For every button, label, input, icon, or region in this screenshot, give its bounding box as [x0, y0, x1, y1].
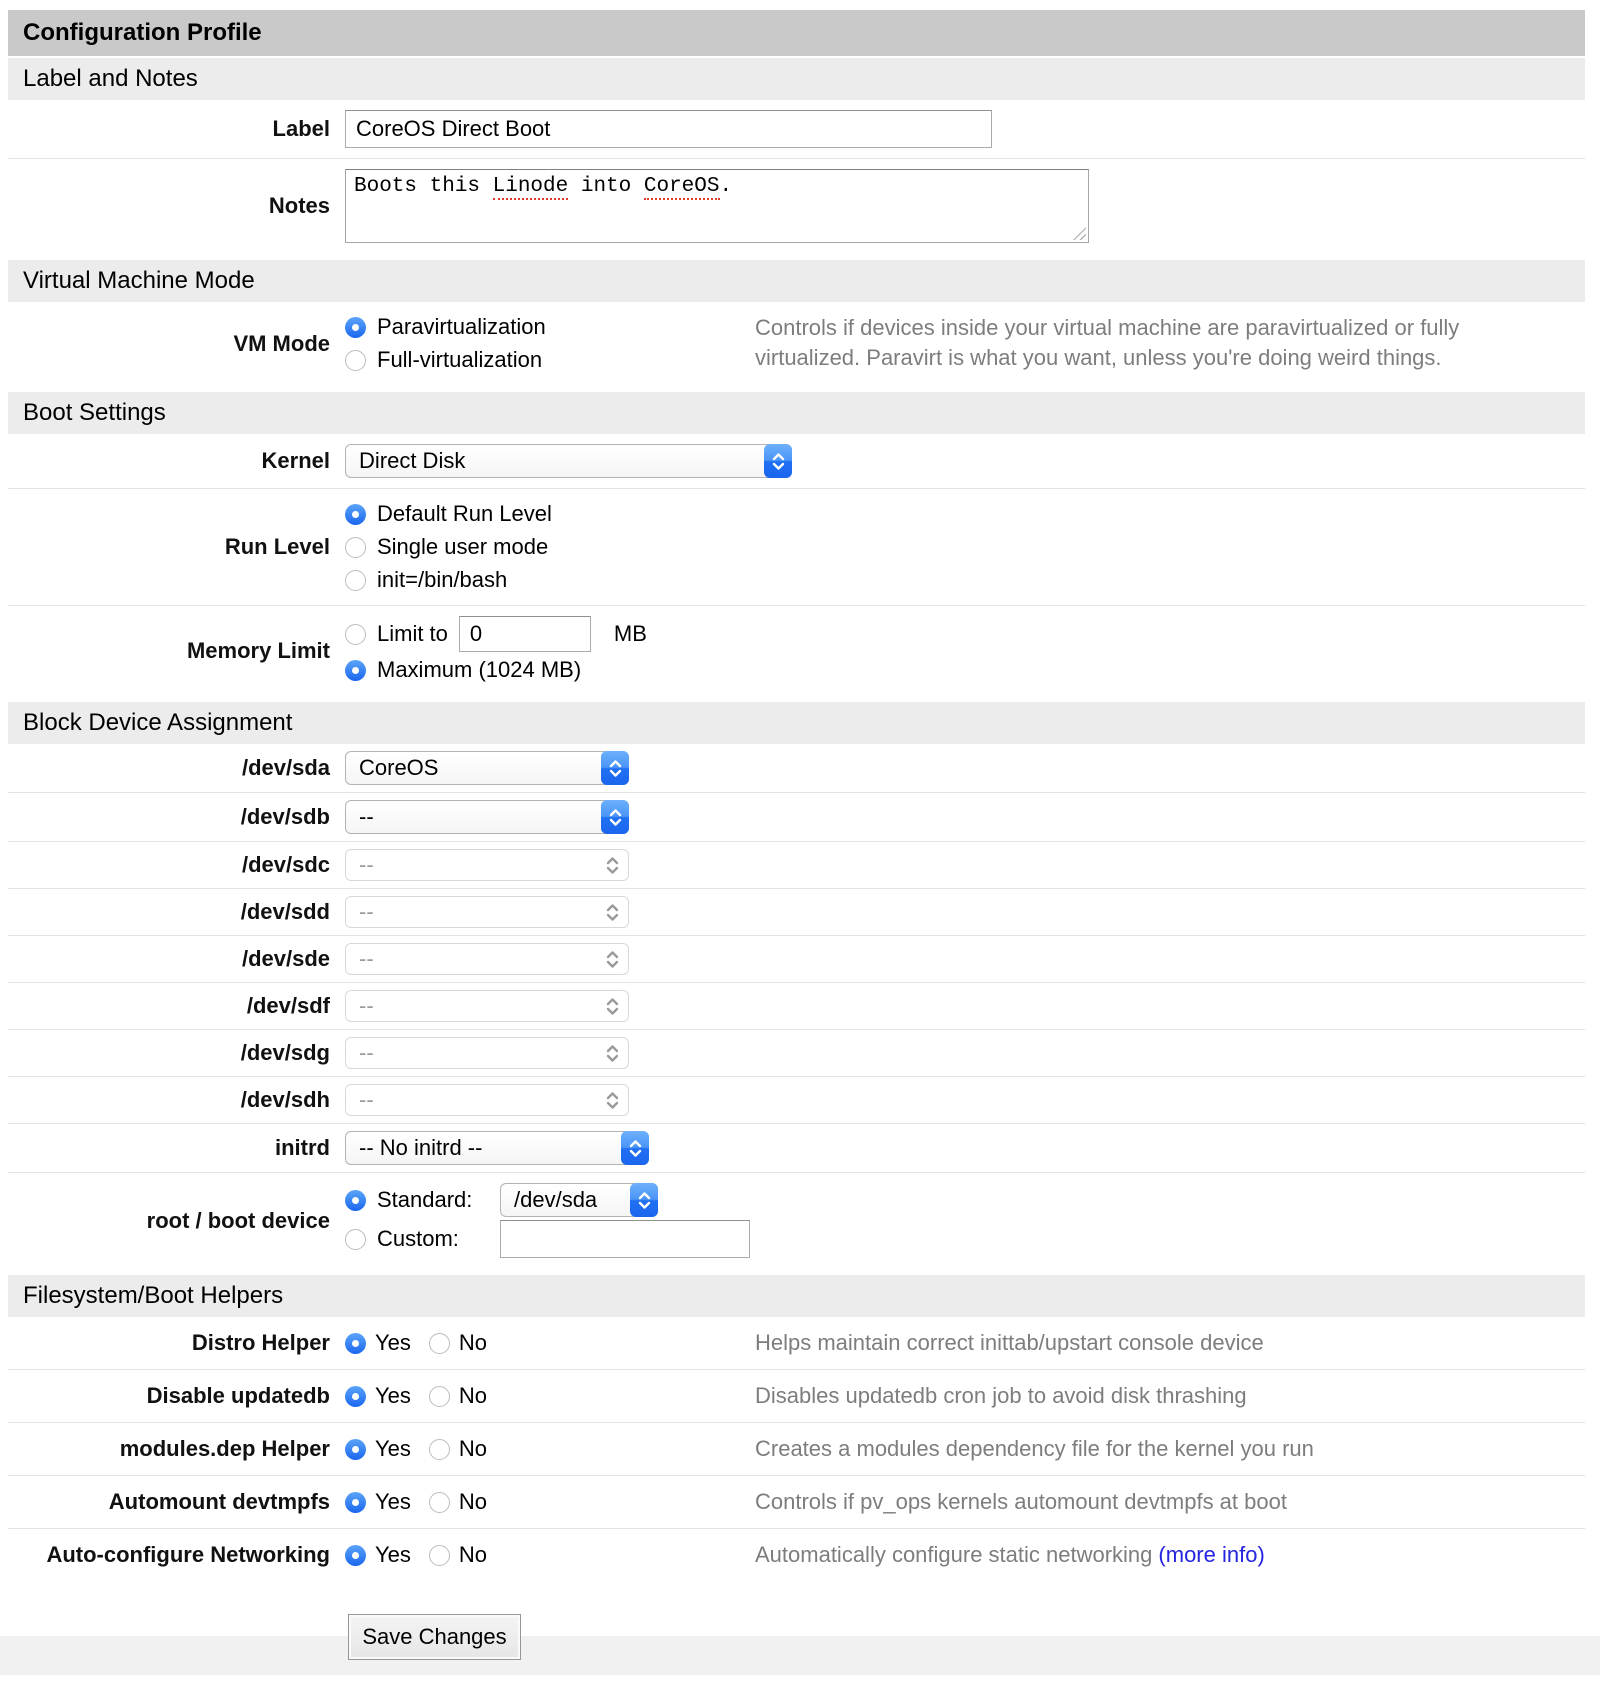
paravirtualization-option[interactable]: [345, 312, 546, 342]
dev-sdf-label: /dev/sdf: [246, 993, 330, 1018]
root-custom-radio[interactable]: [345, 1229, 366, 1250]
vm-mode-row: [8, 302, 1585, 385]
dev-sdf-select-value: --: [359, 993, 374, 1018]
dev-sdc-select: [345, 849, 629, 881]
section-header-block-devices: Block Device Assignment: [8, 702, 1585, 744]
dev-sda-select[interactable]: [345, 751, 629, 785]
block-device-row-sdh: [8, 1076, 1585, 1123]
label-row: [8, 100, 1585, 158]
select-arrows-icon: [621, 1131, 649, 1165]
kernel-select-value: Direct Disk: [359, 448, 466, 473]
runlevel-single-user-radio[interactable]: [345, 537, 366, 558]
root-device-select-value: /dev/sda: [514, 1187, 598, 1212]
root-standard-option: [345, 1183, 658, 1217]
dev-sdg-select: [345, 1037, 629, 1069]
page-title: Configuration Profile: [8, 10, 1585, 56]
root-standard-label: Standard:: [377, 1187, 473, 1212]
dev-sde-label: /dev/sde: [241, 946, 330, 971]
notes-row: [8, 158, 1585, 253]
run-level-label: Run Level: [224, 534, 330, 559]
root-boot-device-row: [8, 1172, 1585, 1268]
dev-sde-select-value: --: [359, 946, 374, 971]
select-arrows-icon: [598, 1037, 626, 1069]
run-level-row: [8, 488, 1585, 605]
memory-limit-input[interactable]: [459, 616, 591, 652]
modules-dep-no-radio[interactable]: [429, 1439, 450, 1460]
kernel-label: Kernel: [261, 448, 330, 473]
distro-helper-no-radio[interactable]: [429, 1333, 450, 1354]
dev-sda-label: /dev/sda: [241, 755, 330, 780]
full-virtualization-radio[interactable]: [345, 350, 366, 371]
runlevel-single-user-label: Single user mode: [377, 534, 549, 559]
dev-sdc-label: /dev/sdc: [241, 852, 330, 877]
no-label: No: [458, 1330, 488, 1355]
root-device-select[interactable]: [500, 1183, 658, 1217]
runlevel-single-user-option[interactable]: [345, 532, 548, 562]
root-custom-option: [345, 1220, 750, 1258]
section-helpers: [8, 1317, 1585, 1581]
disable-updatedb-label: Disable updatedb: [146, 1383, 330, 1408]
distro-helper-row: [8, 1317, 1585, 1369]
block-device-row-sdc: [8, 841, 1585, 888]
modules-dep-yes-radio[interactable]: [345, 1439, 366, 1460]
block-device-row-sdf: [8, 982, 1585, 1029]
label-field-label: Label: [272, 116, 330, 141]
root-custom-label: Custom:: [377, 1226, 459, 1251]
root-custom-input[interactable]: [500, 1220, 750, 1258]
block-device-row-sdb: [8, 792, 1585, 841]
select-arrows-icon: [601, 751, 629, 785]
dev-sdd-select: [345, 896, 629, 928]
paravirtualization-option-label: Paravirtualization: [377, 314, 546, 339]
dev-sdd-label: /dev/sdd: [240, 899, 330, 924]
label-input[interactable]: [345, 110, 992, 148]
memory-limit-to-option: [345, 616, 647, 652]
section-header-label-and-notes: Label and Notes: [8, 58, 1585, 100]
automount-devtmpfs-row: [8, 1475, 1585, 1528]
select-arrows-icon: [598, 849, 626, 881]
initrd-label: initrd: [275, 1135, 330, 1160]
footer-strip: [0, 1636, 1600, 1675]
modules-dep-helper-label: modules.dep Helper: [119, 1436, 330, 1461]
memory-limit-to-label: Limit to: [377, 621, 448, 646]
select-arrows-icon: [598, 896, 626, 928]
runlevel-init-bash-radio[interactable]: [345, 570, 366, 591]
dev-sdb-label: /dev/sdb: [240, 804, 330, 829]
distro-helper-yes-radio[interactable]: [345, 1333, 366, 1354]
autoconfigure-networking-row: [8, 1528, 1585, 1581]
disable-updatedb-no-radio[interactable]: [429, 1386, 450, 1407]
section-header-boot-settings: Boot Settings: [8, 392, 1585, 434]
full-virtualization-option-label: Full-virtualization: [377, 347, 543, 372]
paravirtualization-radio[interactable]: [345, 317, 366, 338]
memory-limit-to-radio[interactable]: [345, 624, 366, 645]
yes-label: Yes: [375, 1436, 411, 1461]
memory-unit-label: MB: [613, 621, 647, 646]
runlevel-default-option[interactable]: [345, 499, 552, 529]
section-boot-settings: [8, 434, 1585, 695]
dev-sda-select-value: CoreOS: [359, 755, 439, 780]
distro-helper-help-text: Helps maintain correct inittab/upstart console device: [755, 1330, 1264, 1355]
runlevel-init-bash-label: init=/bin/bash: [377, 567, 508, 592]
section-label-and-notes: [8, 100, 1585, 253]
yes-label: Yes: [375, 1489, 411, 1514]
dev-sdg-label: /dev/sdg: [240, 1040, 330, 1065]
root-boot-device-label: root / boot device: [146, 1207, 330, 1233]
block-device-row-sde: [8, 935, 1585, 982]
runlevel-init-bash-option[interactable]: [345, 565, 507, 595]
kernel-select[interactable]: [345, 444, 792, 478]
dev-sdh-select: [345, 1084, 629, 1116]
autoconfigure-networking-help-text: Automatically configure static networking (more info): [755, 1542, 1265, 1567]
autoconfigure-networking-no-radio[interactable]: [429, 1545, 450, 1566]
memory-limit-label: Memory Limit: [186, 637, 330, 663]
select-arrows-icon: [598, 943, 626, 975]
section-header-helpers: Filesystem/Boot Helpers: [8, 1275, 1585, 1317]
disable-updatedb-row: [8, 1369, 1585, 1422]
block-device-row-sda: [8, 744, 1585, 792]
configuration-profile-page: [8, 10, 1585, 1690]
misspelled-word: Linode: [492, 175, 569, 198]
automount-devtmpfs-help-text: Controls if pv_ops kernels automount devtmpfs at boot: [755, 1489, 1287, 1514]
select-arrows-icon: [598, 1084, 626, 1116]
save-changes-button[interactable]: Save Changes: [348, 1614, 521, 1660]
disable-updatedb-help-text: Disables updatedb cron job to avoid disk thrashing: [755, 1383, 1247, 1408]
autoconfigure-networking-yes-radio[interactable]: [345, 1545, 366, 1566]
automount-devtmpfs-label: Automount devtmpfs: [108, 1489, 330, 1514]
no-label: No: [458, 1436, 488, 1461]
block-device-row-sdd: [8, 888, 1585, 935]
runlevel-default-radio[interactable]: [345, 504, 366, 525]
modules-dep-helper-row: [8, 1422, 1585, 1475]
notes-field-label: Notes: [268, 193, 330, 218]
dev-sde-select: [345, 943, 629, 975]
runlevel-default-label: Default Run Level: [377, 501, 552, 526]
initrd-select-value: -- No initrd --: [359, 1135, 483, 1160]
dev-sdd-select-value: --: [359, 899, 374, 924]
root-standard-radio[interactable]: [345, 1190, 366, 1211]
automount-devtmpfs-yes-radio[interactable]: [345, 1492, 366, 1513]
select-arrows-icon: [630, 1183, 658, 1217]
initrd-select[interactable]: [345, 1131, 649, 1165]
memory-maximum-radio[interactable]: [345, 660, 366, 681]
no-label: No: [458, 1383, 488, 1408]
misspelled-word: CoreOS: [643, 175, 720, 198]
dev-sdb-select-value: --: [359, 804, 374, 829]
section-vm-mode: [8, 302, 1585, 385]
notes-textarea[interactable]: [345, 169, 1089, 243]
select-arrows-icon: [601, 800, 629, 834]
select-arrows-icon: [764, 444, 792, 478]
block-device-row-sdg: [8, 1029, 1585, 1076]
disable-updatedb-yes-radio[interactable]: [345, 1386, 366, 1407]
dev-sdf-select: [345, 990, 629, 1022]
select-arrows-icon: [598, 990, 626, 1022]
notes-text: Boots this Linode into CoreOS.: [354, 175, 733, 198]
section-block-devices: [8, 744, 1585, 1268]
kernel-row: [8, 434, 1585, 488]
memory-maximum-label: Maximum (1024 MB): [377, 657, 582, 682]
initrd-row: [8, 1123, 1585, 1172]
yes-label: Yes: [375, 1330, 411, 1355]
full-virtualization-option[interactable]: [345, 345, 542, 375]
dev-sdc-select-value: --: [359, 852, 374, 877]
resize-handle-icon[interactable]: [1073, 227, 1086, 240]
yes-label: Yes: [375, 1542, 411, 1567]
dev-sdh-label: /dev/sdh: [240, 1087, 330, 1112]
yes-label: Yes: [375, 1383, 411, 1408]
memory-maximum-option[interactable]: [345, 655, 581, 685]
modules-dep-help-text: Creates a modules dependency file for the kernel you run: [755, 1436, 1314, 1461]
dev-sdg-select-value: --: [359, 1040, 374, 1065]
more-info-link[interactable]: (more info): [1158, 1542, 1265, 1567]
section-header-vm-mode: Virtual Machine Mode: [8, 260, 1585, 302]
vm-mode-help-text: Controls if devices inside your virtual machine are paravirtualized or fully virtualized. Paravirt is what you want, unless you're doing weird things.: [755, 315, 1460, 370]
footer: [8, 1614, 1585, 1690]
no-label: No: [458, 1489, 488, 1514]
no-label: No: [458, 1542, 488, 1567]
memory-limit-row: [8, 605, 1585, 695]
distro-helper-label: Distro Helper: [191, 1330, 330, 1355]
dev-sdh-select-value: --: [359, 1087, 374, 1112]
automount-devtmpfs-no-radio[interactable]: [429, 1492, 450, 1513]
autoconfigure-networking-label: Auto-configure Networking: [46, 1542, 330, 1567]
vm-mode-label: VM Mode: [233, 330, 330, 356]
dev-sdb-select[interactable]: [345, 800, 629, 834]
